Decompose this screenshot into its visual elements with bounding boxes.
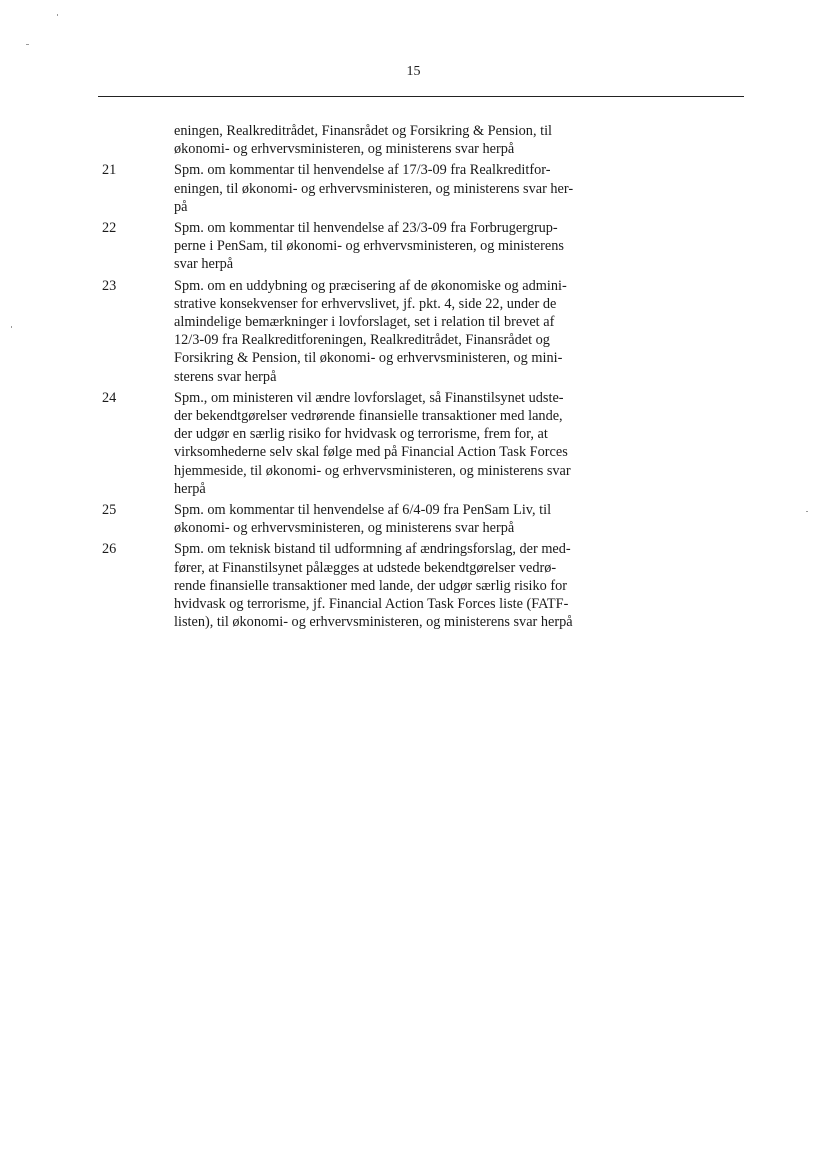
text-line: listen), til økonomi- og erhvervsministeren, og ministerens svar herpå: [174, 614, 573, 631]
text-line: rende finansielle transaktioner med lande, der udgør særlig risiko for: [174, 577, 568, 594]
text-line: svar herpå: [174, 256, 234, 273]
item-text: [174, 501, 624, 537]
header-rule: [98, 96, 744, 97]
text-line: på: [174, 198, 188, 215]
text-line: hjemmeside, til økonomi- og erhvervsministeren, og ministerens svar: [174, 462, 571, 479]
text-line: Spm., om ministeren vil ændre lovforslaget, så Finanstilsynet udste-: [174, 389, 564, 406]
text-line: der udgør en særlig risiko for hvidvask og terrorisme, frem for, at: [174, 426, 548, 443]
list-item: [0, 501, 827, 537]
item-text: [174, 219, 624, 274]
text-line: Spm. om kommentar til henvendelse af 6/4-09 fra PenSam Liv, til: [174, 502, 552, 519]
text-line: økonomi- og erhvervsministeren, og ministerens svar herpå: [174, 520, 515, 537]
text-line: perne i PenSam, til økonomi- og erhvervsministeren, og ministerens: [174, 238, 564, 255]
item-text: [174, 277, 624, 386]
text-line: sterens svar herpå: [174, 368, 277, 385]
scan-speck: [57, 14, 58, 16]
list-item: [0, 389, 827, 498]
text-line: økonomi- og erhvervsministeren, og ministerens svar herpå: [174, 141, 515, 158]
text-line: Spm. om en uddybning og præcisering af de økonomiske og admini-: [174, 277, 567, 294]
list-item: [0, 219, 827, 274]
text-line: eningen, til økonomi- og erhvervsministeren, og ministerens svar her-: [174, 180, 574, 197]
list-item: [0, 277, 827, 386]
scan-speck: [26, 44, 29, 45]
item-text: [174, 122, 624, 158]
text-line: hvidvask og terrorisme, jf. Financial Action Task Forces liste (FATF-: [174, 596, 569, 613]
item-text: [174, 389, 624, 498]
list-item: [0, 540, 827, 631]
text-line: herpå: [174, 480, 206, 497]
text-line: der bekendtgørelser vedrørende finansielle transaktioner med lande,: [174, 408, 563, 425]
list-item: [0, 161, 827, 216]
page-number: 15: [406, 64, 421, 79]
item-text: [174, 161, 624, 216]
text-line: 12/3-09 fra Realkreditforeningen, Realkreditrådet, Finansrådet og: [174, 332, 550, 349]
text-line: virksomhederne selv skal følge med på Financial Action Task Forces: [174, 444, 568, 461]
item-number: 24: [102, 389, 117, 406]
item-number: 25: [102, 502, 117, 519]
text-line: eningen, Realkreditrådet, Finansrådet og Forsikring & Pension, til: [174, 123, 553, 139]
text-line: almindelige bemærkninger i lovforslaget, set i relation til brevet af: [174, 314, 555, 331]
item-number: 22: [102, 220, 117, 237]
item-text: [174, 540, 624, 631]
text-line: strative konsekvenser for erhvervslivet, jf. pkt. 4, side 22, under de: [174, 295, 557, 312]
list-item: [0, 122, 827, 158]
text-line: Spm. om teknisk bistand til udformning af ændringsforslag, der med-: [174, 541, 571, 558]
text-line: fører, at Finanstilsynet pålægges at udstede bekendtgørelser vedrø-: [174, 559, 557, 576]
item-number: 23: [102, 277, 117, 294]
text-line: Forsikring & Pension, til økonomi- og erhvervsministeren, og mini-: [174, 350, 563, 367]
text-line: Spm. om kommentar til henvendelse af 17/3-09 fra Realkreditfor-: [174, 162, 551, 179]
item-number: 21: [102, 162, 117, 179]
text-line: Spm. om kommentar til henvendelse af 23/3-09 fra Forbrugergrup-: [174, 220, 558, 237]
question-list: [0, 122, 827, 631]
item-number: 26: [102, 541, 117, 558]
